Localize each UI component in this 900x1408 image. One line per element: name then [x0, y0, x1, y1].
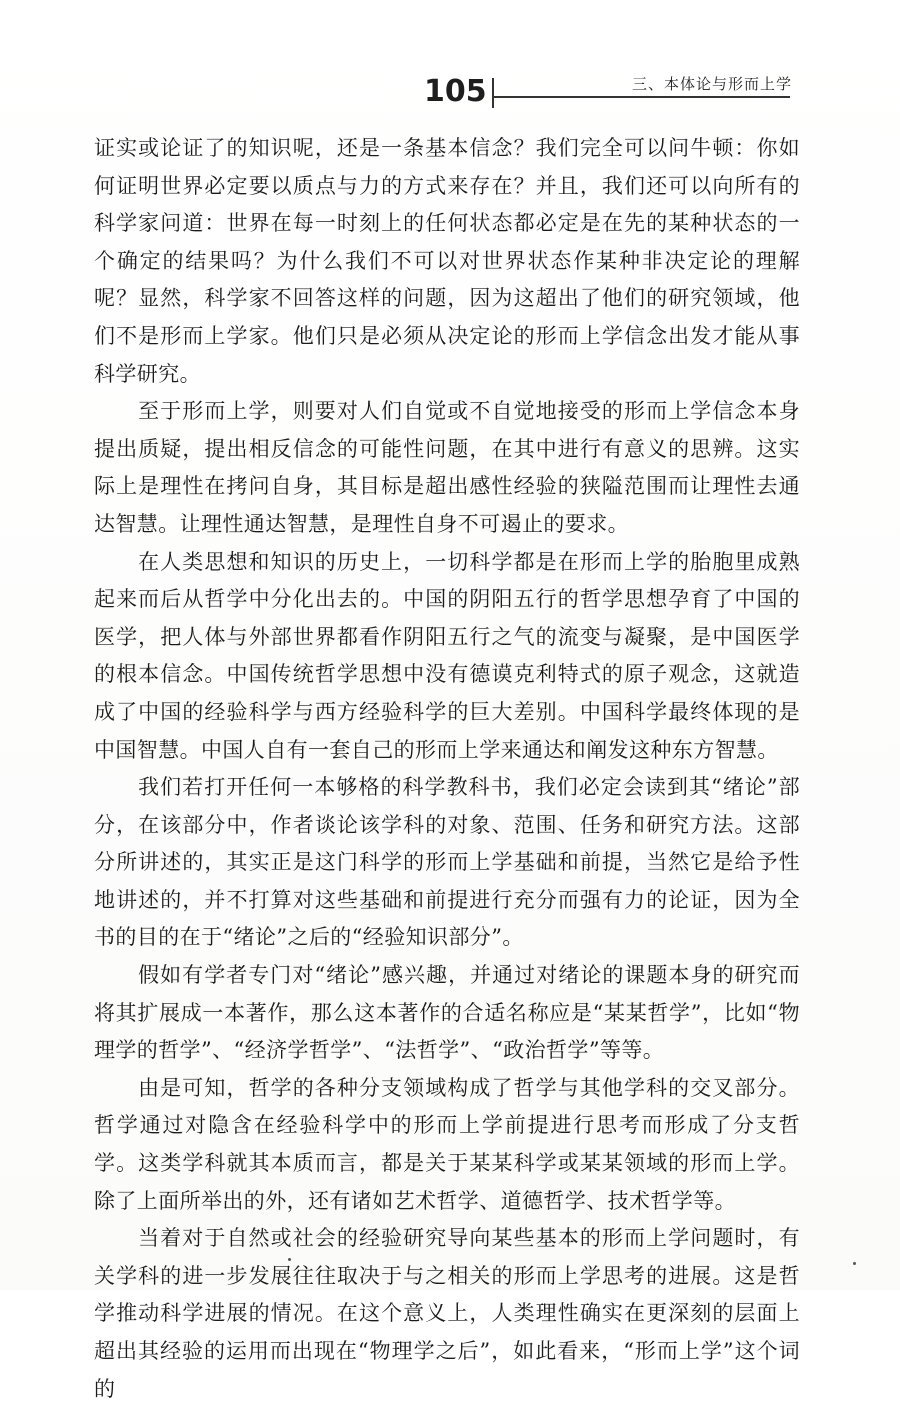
body-text	[94, 130, 800, 1408]
paragraph: 至于形而上学，则要对人们自觉或不自觉地接受的形而上学信念本身提出质疑，提出相反信念的可能性问题，在其中进行有意义的思辨。这实际上是理性在拷问自身，其目标是超出感性经验的狭隘范围而让理性去通达智慧。让理性通达智慧，是理性自身不可遏止的要求。	[94, 399, 800, 536]
scan-speck	[288, 1258, 291, 1261]
paragraph: 当着对于自然或社会的经验研究导向某些基本的形而上学问题时，有关学科的进一步发展往往取决于与之相关的形而上学思考的进展。这是哲学推动科学进展的情况。在这个意义上，人类理性确实在更深刻的层面上超出其经验的运用而出现在“物理学之后”，如此看来，“形而上学”这个词的	[94, 1226, 800, 1401]
paragraph-continued: 证实或论证了的知识呢，还是一条基本信念？我们完全可以问牛顿：你如何证明世界必定要以质点与力的方式来存在？并且，我们还可以向所有的科学家问道：世界在每一时刻上的任何状态都必定是在先的某种状态的一个确定的结果吗？为什么我们不可以对世界状态作某种非决定论的理解呢？显然，科学家不回答这样的问题，因为这超出了他们的研究领域，他们不是形而上学家。他们只是必须从决定论的形而上学信念出发才能从事科学研究。	[94, 136, 800, 386]
running-header	[400, 74, 820, 114]
paragraph: 假如有学者专门对“绪论”感兴趣，并通过对绪论的课题本身的研究而将其扩展成一本著作，那么这本著作的合适名称应是“某某哲学”，比如“物理学的哲学”、“经济学哲学”、“法哲学”、“政治哲学”等等。	[94, 963, 800, 1063]
header-rule	[494, 96, 790, 98]
section-title: 三、本体论与形而上学	[631, 75, 792, 93]
header-divider	[492, 78, 494, 108]
paragraph: 我们若打开任何一本够格的科学教科书，我们必定会读到其“绪论”部分，在该部分中，作者谈论该学科的对象、范围、任务和研究方法。这部分所讲述的，其实正是这门科学的形而上学基础和前提，当然它是给予性地讲述的，并不打算对这些基础和前提进行充分而强有力的论证，因为全书的目的在于“绪论”之后的“经验知识部分”。	[94, 775, 800, 950]
paragraph: 由是可知，哲学的各种分支领域构成了哲学与其他学科的交叉部分。哲学通过对隐含在经验科学中的形而上学前提进行思考而形成了分支哲学。这类学科就其本质而言，都是关于某某科学或某某领域的形而上学。除了上面所举出的外，还有诸如艺术哲学、道德哲学、技术哲学等。	[94, 1075, 800, 1213]
page-number: 105	[424, 74, 487, 109]
paragraph: 在人类思想和知识的历史上，一切科学都是在形而上学的胎胞里成熟起来而后从哲学中分化出去的。中国的阴阳五行的哲学思想孕育了中国的医学，把人体与外部世界都看作阴阳五行之气的流变与凝聚，是中国医学的根本信念。中国传统哲学思想中没有德谟克利特式的原子观念，这就造成了中国的经验科学与西方经验科学的巨大差别。中国科学最终体现的是中国智慧。中国人自有一套自己的形而上学来通达和阐发这种东方智慧。	[94, 549, 800, 762]
scan-speck	[853, 1262, 856, 1265]
